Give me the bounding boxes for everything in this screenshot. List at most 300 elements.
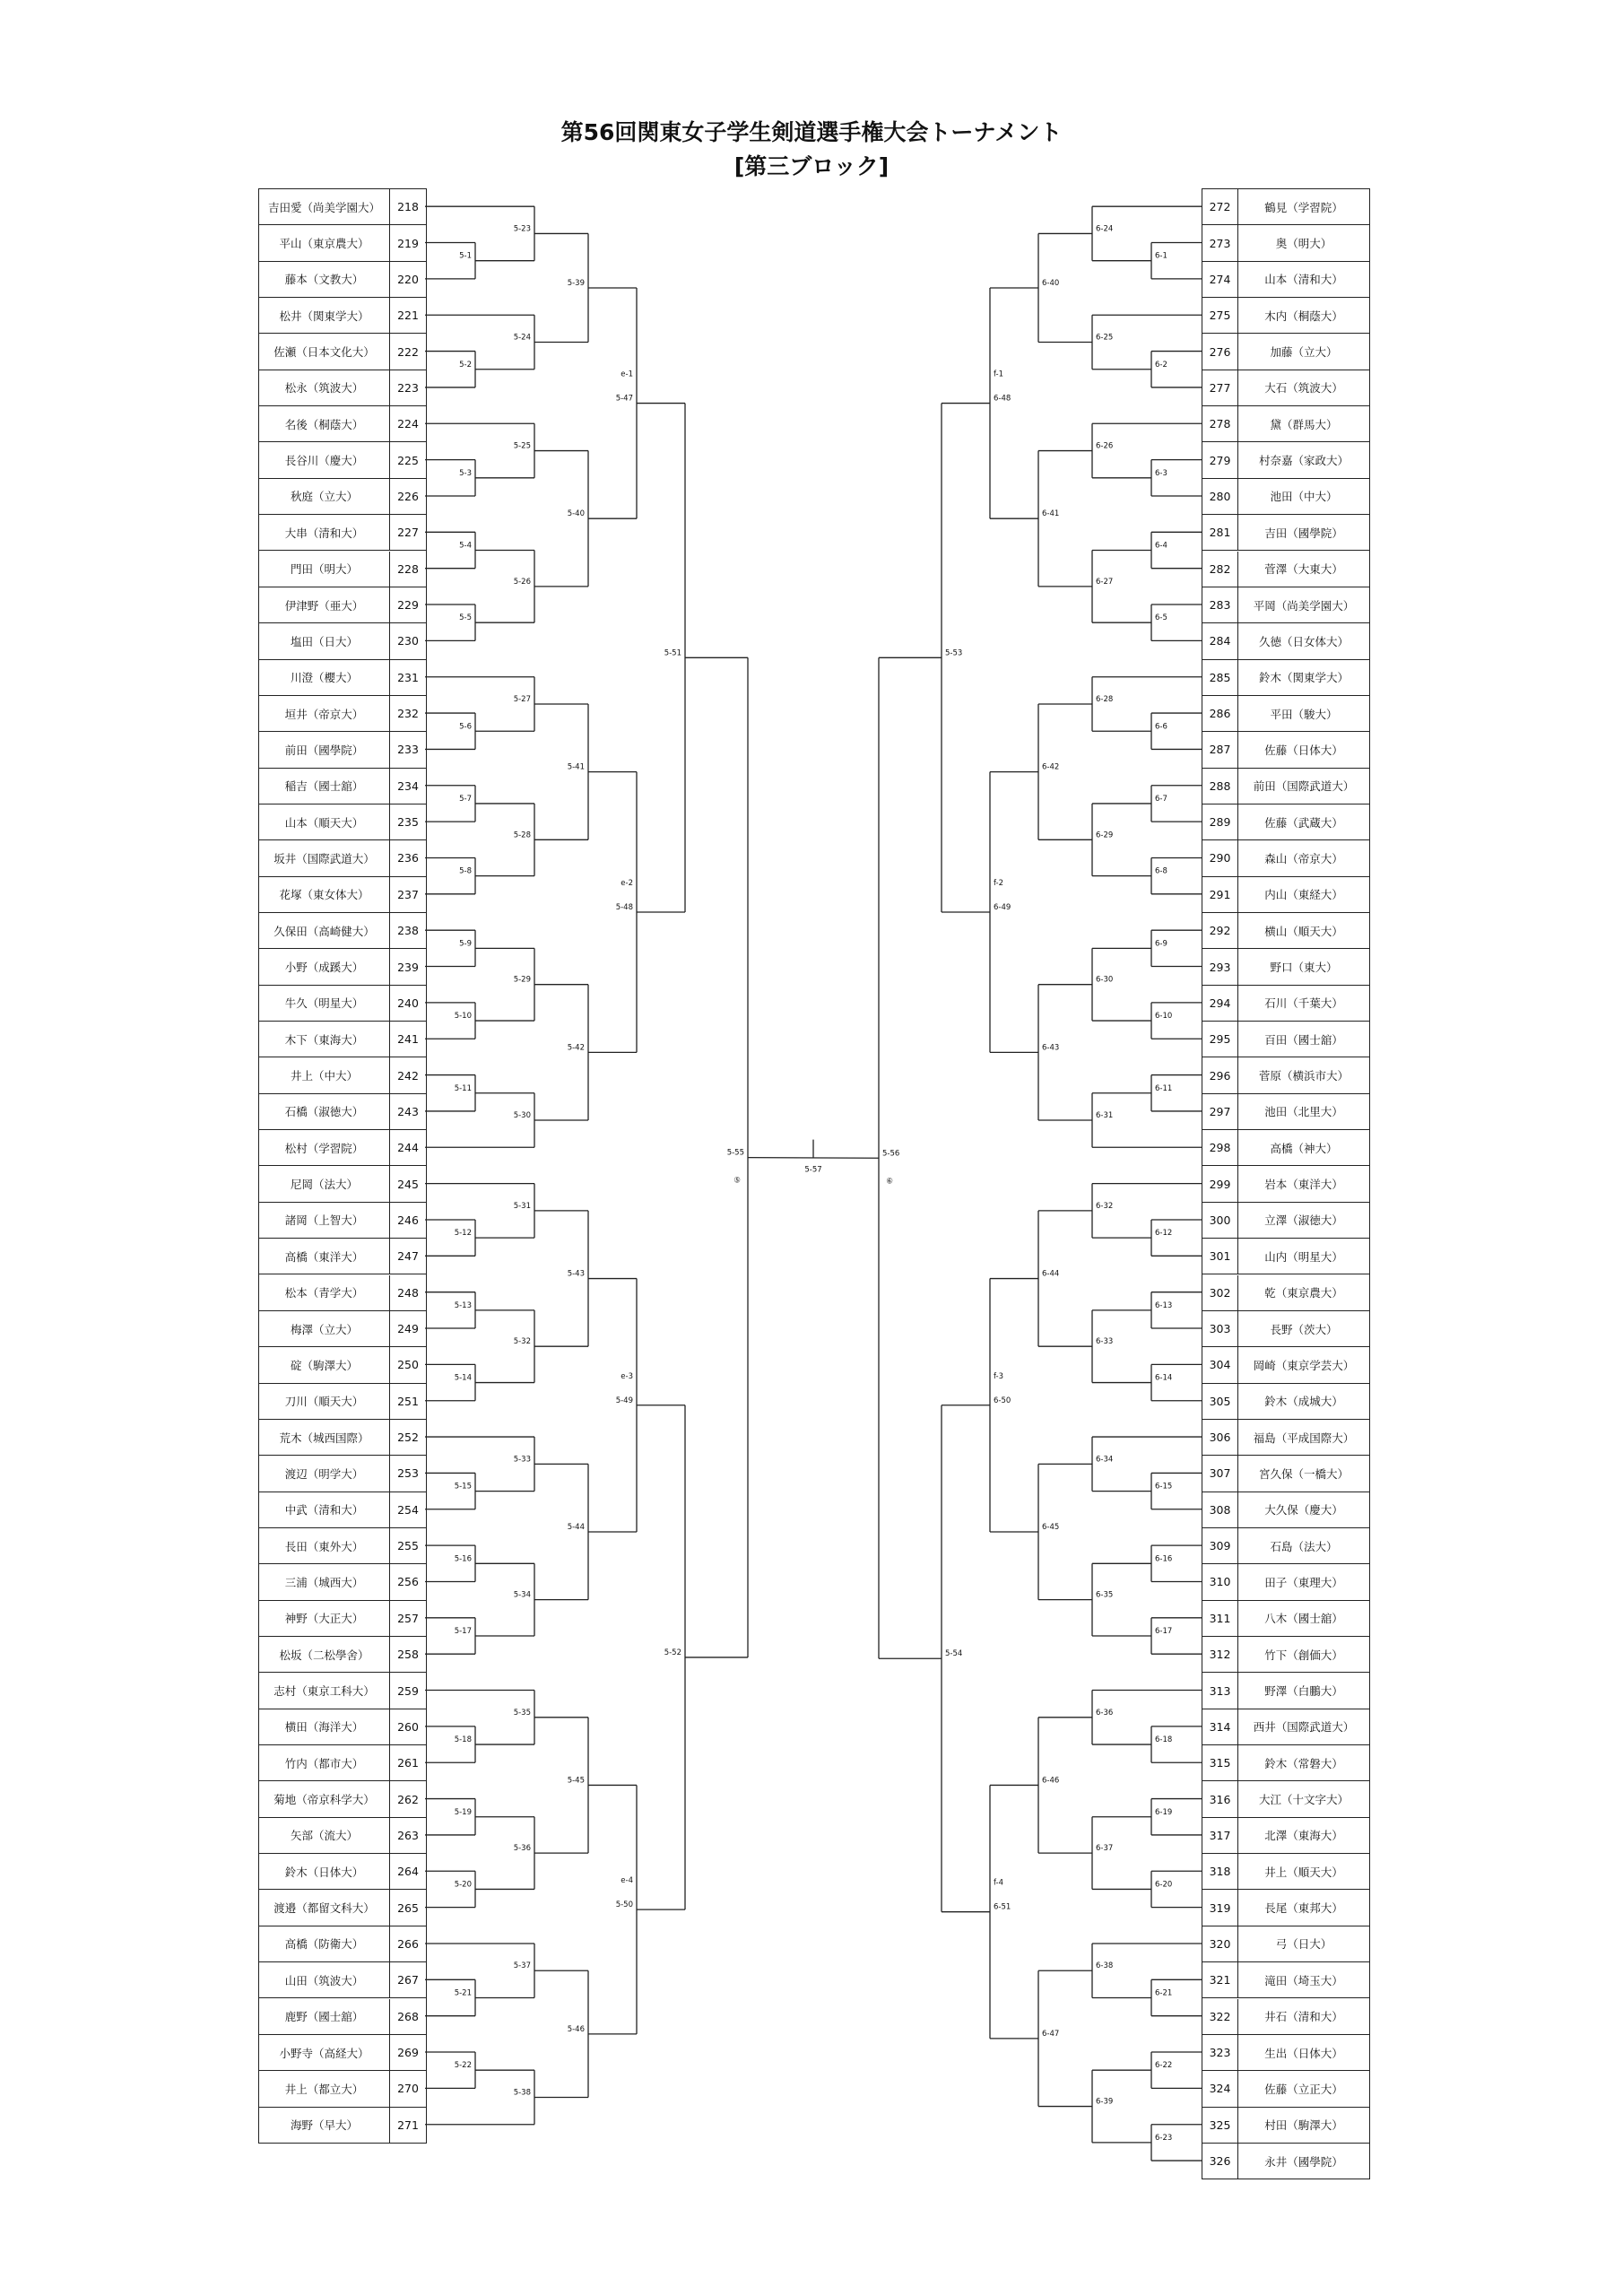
entry-number: 256 [397,1575,419,1589]
entry-number: 297 [1202,1094,1238,1129]
entry-number: 274 [1202,262,1238,297]
match-label: 6-7 [1155,794,1167,804]
entry-name: 諸岡（上智大） [259,1203,390,1238]
match-label: 5-42 [567,1043,585,1053]
entry-name: 大久保（慶大） [1264,1503,1343,1518]
entry-name: 石橋（淑徳大） [259,1094,390,1129]
entry-number: 242 [397,1068,419,1083]
match-label: 6-36 [1096,1708,1114,1718]
entry-name: 鈴木（関東学大） [1258,671,1349,685]
match-label: 6-49 [994,903,1011,912]
match-label: 6-48 [994,394,1011,404]
entry-number: 279 [1202,442,1238,477]
entry-name: 乾（東京農大） [1264,1286,1343,1300]
entry-name: 前田（国際武道大） [1253,779,1355,794]
match-label: 6-46 [1042,1776,1060,1786]
match-label: 5-44 [567,1522,585,1532]
entry-number: 296 [1202,1057,1238,1092]
page-title: 第56回関東女子学生剣道選手権大会トーナメント [560,119,1063,145]
entry-name: 碇（駒澤大） [259,1347,390,1382]
entry-number: 278 [1202,406,1238,441]
match-label: 5-15 [454,1482,472,1492]
entry-number: 225 [397,453,419,467]
entry-name: 鶴見（学習院） [1264,200,1343,214]
entry-name: 野澤（白鵬大） [1264,1684,1343,1699]
match-label: 5-49 [615,1396,633,1405]
entry-name: 横山（順天大） [1264,924,1343,938]
match-label: 6-37 [1096,1844,1114,1854]
match-label: 5-38 [513,2088,531,2098]
entry-name: 志村（東京工科大） [259,1673,390,1708]
match-label: 6-30 [1096,975,1114,985]
match-label: 6-12 [1155,1229,1173,1239]
match-label: 5-57 [804,1165,822,1175]
entry-name: 木内（桐蔭大） [1264,309,1343,323]
entry-name: 高橋（東洋大） [259,1239,390,1274]
match-label: 5-45 [567,1776,585,1786]
entry-name: 稲吉（國士舘） [259,769,390,804]
entry-number: 313 [1202,1673,1238,1708]
match-label: 6-43 [1042,1043,1060,1053]
match-label: 5-32 [513,1337,531,1347]
entry-name: 牛久（明星大） [259,986,390,1021]
entry-number: 288 [1202,769,1238,804]
entry-name: 長野（茨大） [1270,1322,1338,1336]
entry-number: 238 [397,924,419,938]
entry-number: 321 [1202,1962,1238,1997]
entry-name: 岡崎（東京学芸大） [1253,1358,1355,1372]
match-label: 5-3 [459,468,472,478]
entry-name: 長田（東外大） [259,1528,390,1563]
entry-number: 323 [1202,2035,1238,2070]
entry-name: 森山（帝京大） [1264,851,1343,865]
match-label: 6-31 [1096,1111,1114,1121]
match-label: 5-37 [513,1961,531,1971]
match-label: 6-15 [1155,1482,1173,1492]
entry-number: 271 [397,2118,419,2132]
match-label: 5-12 [454,1229,472,1239]
entry-number: 226 [397,489,419,503]
entry-name: 鈴木（常磐大） [1264,1756,1343,1770]
entry-number: 263 [397,1828,419,1842]
match-label: 5-55 [726,1148,744,1158]
bracket-line [748,1158,879,1159]
entry-name: 村奈嘉（家政大） [1258,454,1349,468]
match-label: 6-47 [1042,2029,1060,2039]
entry-number: 276 [1202,334,1238,369]
match-label: 6-8 [1155,866,1167,876]
match-label: 6-32 [1096,1201,1114,1211]
match-label: 5-30 [513,1111,531,1121]
match-label: 5-40 [567,509,585,519]
match-label: 5-14 [454,1373,472,1383]
entry-number: 308 [1202,1492,1238,1527]
match-label: e-1 [621,370,633,379]
entry-name: 池田（中大） [1270,490,1338,504]
entry-name: 大江（十文字大） [1258,1793,1349,1807]
entry-name: 北澤（東海大） [1264,1829,1343,1843]
entry-name: 小野（成蹊大） [259,949,390,984]
match-label: 6-3 [1155,468,1167,478]
entry-name: 八木（國士舘） [1264,1612,1343,1626]
entry-name: 伊津野（亜大） [259,587,390,622]
match-label: 6-39 [1096,2097,1114,2107]
entry-name: 長尾（東邦大） [1264,1901,1343,1916]
match-label: 6-20 [1155,1880,1173,1890]
entry-number: 243 [397,1104,419,1118]
match-label: 6-14 [1155,1373,1173,1383]
match-label: 5-25 [513,441,531,451]
entry-number: 295 [1202,1022,1238,1057]
match-label: 5-36 [513,1844,531,1854]
match-label: e-3 [621,1371,633,1381]
entry-name: 佐藤（武蔵大） [1264,815,1343,830]
entry-name: 鹿野（國士舘） [259,1999,390,2034]
entry-number: 219 [397,236,419,250]
entry-name: 海野（早大） [259,2108,390,2143]
match-label: 5-34 [513,1590,531,1600]
entry-number: 267 [397,1973,419,1987]
entry-name: 前田（國學院） [259,732,390,767]
entry-name: 長谷川（慶大） [259,442,390,477]
match-label: ⑥ [886,1177,893,1187]
entry-number: 292 [1202,913,1238,948]
entry-name: 平田（駿大） [1270,707,1338,721]
entry-name: 横田（海洋大） [259,1709,390,1744]
match-label: 5-29 [513,975,531,985]
entry-name: 佐藤（立正大） [1264,2082,1343,2096]
entry-name: 久保田（高崎健大） [259,913,390,948]
entry-name: 小野寺（高経大） [259,2035,390,2070]
match-label: 5-6 [459,722,472,732]
entry-name: 山本（清和大） [1264,273,1343,287]
match-label: 5-33 [513,1455,531,1465]
match-label: f-3 [994,1371,1004,1381]
entry-number: 310 [1202,1564,1238,1599]
entry-name: 田子（東理大） [1264,1575,1343,1589]
entry-name: 岩本（東洋大） [1264,1178,1343,1192]
entry-name: 松永（筑波大） [259,370,390,405]
entry-number: 298 [1202,1130,1238,1165]
entry-name: 坂井（国際武道大） [259,840,390,875]
match-label: 6-34 [1096,1455,1114,1465]
match-label: 5-5 [459,613,472,623]
match-label: 5-51 [664,648,681,658]
entry-name: 鈴木（成城大） [1264,1395,1343,1409]
match-label: 6-27 [1096,577,1114,587]
entry-number: 282 [1202,552,1238,587]
match-label: 5-56 [882,1149,900,1159]
entry-name: 黛（群馬大） [1270,417,1338,431]
entry-number: 227 [397,526,419,540]
entry-name: 平山（東京農大） [259,225,390,260]
entry-name: 渡邉（都留文科大） [259,1890,390,1925]
entry-name: 井上（順天大） [1264,1865,1343,1879]
match-label: 6-17 [1155,1627,1173,1636]
entry-number: 230 [397,634,419,648]
match-label: 5-19 [454,1807,472,1817]
entry-name: 奥（明大） [1275,237,1332,251]
entry-name: 川澄（櫻大） [259,660,390,695]
entry-number: 285 [1202,660,1238,695]
entry-number: 325 [1202,2108,1238,2143]
entry-number: 221 [397,309,419,323]
entry-number: 223 [397,380,419,395]
match-label: 6-33 [1096,1337,1114,1347]
match-label: 5-26 [513,577,531,587]
entry-name: 松井（関東学大） [259,298,390,333]
match-label: 6-38 [1096,1961,1114,1971]
entry-name: 高橋（神大） [1270,1141,1338,1155]
entry-number: 317 [1202,1818,1238,1853]
match-label: e-2 [621,879,633,888]
entry-name: 大石（筑波大） [1264,381,1343,396]
entry-number: 315 [1202,1745,1238,1780]
match-label: 6-6 [1155,722,1167,732]
match-label: 5-7 [459,794,472,804]
entry-number: 253 [397,1466,419,1481]
entry-name: 宮久保（一橋大） [1258,1466,1349,1481]
match-label: 5-28 [513,831,531,840]
entry-number: 222 [397,344,419,359]
match-label: 6-51 [994,1902,1011,1912]
entry-number: 326 [1202,2144,1238,2179]
entry-number: 248 [397,1285,419,1300]
entry-number: 264 [397,1865,419,1879]
entry-number: 277 [1202,370,1238,405]
entry-number: 281 [1202,515,1238,550]
entry-number: 311 [1202,1601,1238,1636]
match-label: 5-22 [454,2061,472,2071]
match-label: 6-23 [1155,2133,1173,2143]
entry-number: 234 [397,778,419,793]
entry-name: 吉田（國學院） [1264,526,1343,540]
entry-number: 290 [1202,840,1238,875]
entry-name: 井上（中大） [259,1057,390,1092]
entry-name: 菅原（横浜市大） [1258,1069,1349,1083]
match-label: 6-44 [1042,1269,1060,1279]
entry-number: 284 [1202,623,1238,658]
match-label: 5-31 [513,1201,531,1211]
entry-name: 弓（日大） [1275,1937,1332,1952]
entry-number: 269 [397,2046,419,2060]
match-label: 5-23 [513,224,531,234]
entry-number: 306 [1202,1420,1238,1455]
entry-name: 矢部（流大） [259,1818,390,1853]
entry-name: 菅澤（大東大） [1264,562,1343,577]
match-label: 6-4 [1155,541,1167,551]
entry-number: 258 [397,1648,419,1662]
entry-number: 233 [397,743,419,757]
entry-number: 261 [397,1756,419,1770]
entry-name: 尼岡（法大） [259,1166,390,1201]
match-label: 5-48 [615,903,633,912]
match-label: 6-19 [1155,1807,1173,1817]
entry-number: 303 [1202,1311,1238,1346]
match-label: 6-1 [1155,251,1167,261]
match-label: 6-10 [1155,1012,1173,1022]
entry-name: 渡辺（明学大） [259,1456,390,1491]
entry-number: 300 [1202,1203,1238,1238]
entry-name: 吉田愛（尚美学園大） [259,189,390,224]
match-label: 6-45 [1042,1522,1060,1532]
entry-name: 佐瀬（日本文化大） [259,334,390,369]
entry-number: 252 [397,1431,419,1445]
match-label: f-4 [994,1878,1004,1888]
entry-number: 251 [397,1394,419,1408]
entry-name: 滝田（埼玉大） [1264,1973,1343,1987]
entry-name: 花塚（東女体大） [259,877,390,912]
match-label: 6-26 [1096,441,1114,451]
entry-number: 316 [1202,1781,1238,1816]
entry-name: 池田（北里大） [1264,1105,1343,1119]
match-label: 6-28 [1096,694,1114,704]
entry-name: 石島（法大） [1270,1539,1338,1553]
entry-name: 平岡（尚美学園大） [1253,598,1355,613]
match-label: 5-52 [664,1648,681,1657]
entry-number: 299 [1202,1166,1238,1201]
match-label: 5-4 [459,541,472,551]
match-label: 6-41 [1042,509,1060,519]
match-label: 6-21 [1155,1988,1173,1998]
entry-number: 259 [397,1683,419,1698]
match-label: 5-53 [945,648,963,658]
entry-number: 324 [1202,2071,1238,2106]
match-label: 5-13 [454,1300,472,1310]
entry-name: 井上（都立大） [259,2071,390,2106]
match-label: 6-35 [1096,1590,1114,1600]
entry-name: 鈴木（日体大） [259,1854,390,1889]
entry-number: 250 [397,1358,419,1372]
match-label: 6-25 [1096,333,1114,343]
entry-name: 福島（平成国際大） [1253,1431,1355,1445]
match-label: 5-54 [945,1649,963,1659]
entry-number: 302 [1202,1275,1238,1310]
entry-number: 312 [1202,1637,1238,1672]
entry-number: 322 [1202,1999,1238,2034]
match-label: 5-8 [459,866,472,876]
entry-number: 287 [1202,732,1238,767]
entry-number: 231 [397,670,419,684]
entry-number: 255 [397,1539,419,1553]
match-label: 6-42 [1042,762,1060,772]
entry-name: 百田（國士舘） [1264,1032,1343,1047]
match-label: 5-16 [454,1554,472,1564]
entry-name: 加藤（立大） [1270,345,1338,360]
entry-name: 三浦（城西大） [259,1564,390,1599]
entry-number: 229 [397,598,419,613]
entry-name: 佐藤（日体大） [1264,743,1343,757]
entry-name: 梅澤（立大） [259,1311,390,1346]
entry-number: 275 [1202,298,1238,333]
entry-number: 245 [397,1177,419,1191]
page-subtitle: [第三ブロック] [733,153,890,179]
entry-number: 309 [1202,1528,1238,1563]
entry-name: 山本（順天大） [259,804,390,839]
entry-number: 254 [397,1502,419,1517]
match-label: 5-43 [567,1269,585,1279]
match-label: 5-2 [459,360,472,370]
entry-name: 刀川（順天大） [259,1384,390,1419]
match-label: 5-41 [567,762,585,772]
match-label: 6-40 [1042,278,1060,288]
entry-number: 265 [397,1900,419,1915]
match-label: ⑤ [733,1176,741,1186]
entry-number: 260 [397,1719,419,1734]
entry-name: 立澤（淑徳大） [1264,1213,1343,1228]
entry-name: 久徳（日女体大） [1258,634,1349,648]
entry-number: 241 [397,1032,419,1047]
entry-number: 289 [1202,804,1238,839]
entry-name: 内山（東経大） [1264,888,1343,902]
entry-name: 菊地（帝京科学大） [259,1781,390,1816]
entry-number: 286 [1202,696,1238,731]
entry-number: 272 [1202,189,1238,224]
match-label: 6-50 [994,1396,1011,1405]
entry-name: 西井（国際武道大） [1253,1720,1355,1735]
match-label: 6-29 [1096,831,1114,840]
entry-name: 塩田（日大） [259,623,390,658]
entry-name: 山田（筑波大） [259,1962,390,1997]
match-label: e-4 [621,1876,633,1886]
match-label: 6-11 [1155,1083,1173,1093]
match-label: f-2 [994,879,1004,888]
match-label: 5-10 [454,1012,472,1022]
match-label: 5-27 [513,694,531,704]
entry-name: 中武（清和大） [259,1492,390,1527]
entry-name: 垣井（帝京大） [259,696,390,731]
entry-name: 藤本（文教大） [259,262,390,297]
entry-number: 228 [397,561,419,576]
entry-name: 村田（駒澤大） [1264,2118,1343,2133]
entry-number: 318 [1202,1854,1238,1889]
entry-number: 244 [397,1141,419,1155]
match-label: 5-1 [459,251,472,261]
entry-number: 301 [1202,1239,1238,1274]
entry-number: 270 [397,2082,419,2096]
match-label: 5-17 [454,1627,472,1636]
entry-number: 262 [397,1792,419,1806]
entry-number: 237 [397,887,419,901]
match-label: 6-18 [1155,1735,1173,1745]
entry-number: 218 [397,200,419,214]
entry-number: 249 [397,1322,419,1336]
entry-name: 神野（大正大） [259,1601,390,1636]
entry-number: 305 [1202,1384,1238,1419]
entry-name: 野口（東大） [1270,961,1338,975]
entry-name: 門田（明大） [259,552,390,587]
entry-name: 名後（桐蔭大） [259,406,390,441]
match-label: 5-46 [567,2024,585,2034]
entry-number: 283 [1202,587,1238,622]
entry-name: 荒木（城西国際） [259,1420,390,1455]
entry-number: 220 [397,272,419,286]
match-label: 6-5 [1155,613,1167,623]
entry-number: 307 [1202,1456,1238,1491]
entry-number: 291 [1202,877,1238,912]
entry-number: 236 [397,851,419,865]
entry-name: 竹下（創価大） [1264,1648,1343,1662]
entry-number: 232 [397,707,419,721]
match-label: 6-13 [1155,1300,1173,1310]
entry-number: 294 [1202,986,1238,1021]
entry-number: 239 [397,960,419,974]
entry-number: 319 [1202,1890,1238,1925]
entry-number: 224 [397,417,419,431]
match-label: 6-24 [1096,224,1114,234]
match-label: 5-24 [513,333,531,343]
entry-name: 高橋（防衛大） [259,1926,390,1961]
